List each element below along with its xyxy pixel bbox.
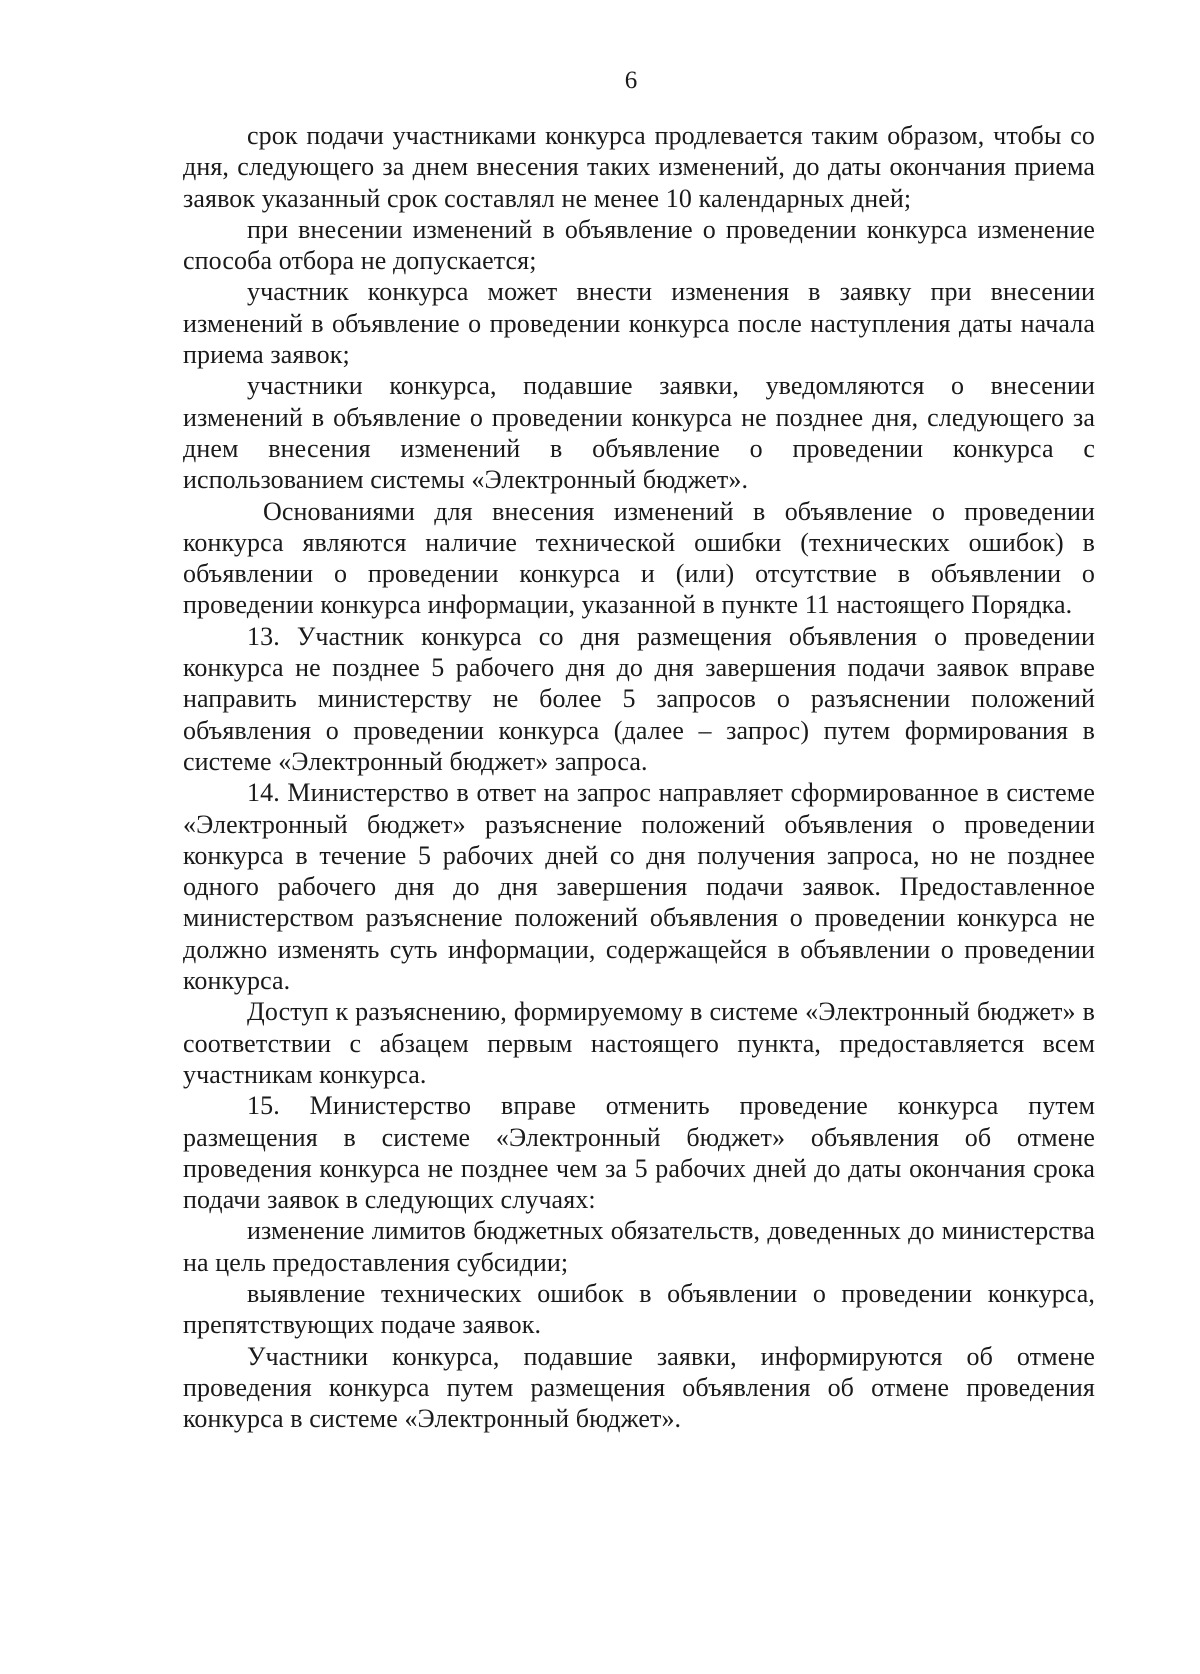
paragraph-deadline-extension: срок подачи участниками конкурса продлевается таким образом, чтобы со дня, следующего за днем внесения таких изменений, до даты окончания приема заявок указанный срок составлял не менее 10 календарных дней; bbox=[183, 121, 1095, 213]
paragraph-item-13: 13. Участник конкурса со дня размещения объявления о проведении конкурса не позднее 5 рабочего дня до дня завершения подачи заявок вправе направить министерству не более 5 запросов о разъяснении положений объявления о проведении конкурса (далее – запрос) путем формирования в системе «Электронный бюджет» запроса. bbox=[183, 621, 1095, 776]
paragraph-technical-errors: выявление технических ошибок в объявлении о проведении конкурса, препятствующих подаче заявок. bbox=[183, 1278, 1095, 1340]
paragraph-participant-notification: участники конкурса, подавшие заявки, уведомляются о внесении изменений в объявление о проведении конкурса не позднее дня, следующего за днем внесения изменений в объявление о проведении конкурса с использованием системы «Электронный бюджет». bbox=[183, 371, 1095, 495]
paragraph-item-14: 14. Министерство в ответ на запрос направляет сформированное в системе «Электронный бюджет» разъяснение положений объявления о проведении конкурса в течение 5 рабочих дней со дня получения запроса, но не позднее одного рабочего дня до дня завершения подачи заявок. Предоставленное министерством разъяснение положений объявления о проведении конкурса не должно изменять суть информации, содержащейся в объявлении о проведении конкурса. bbox=[183, 778, 1095, 996]
paragraph-item-15: 15. Министерство вправе отменить проведение конкурса путем размещения в системе «Электронный бюджет» объявления об отмене проведения конкурса не позднее чем за 5 рабочих дней до даты окончания срока подачи заявок в следующих случаях: bbox=[183, 1091, 1095, 1215]
document-body bbox=[183, 120, 1095, 1434]
paragraph-limits-change: изменение лимитов бюджетных обязательств, доведенных до министерства на цель предоставления субсидии; bbox=[183, 1216, 1095, 1277]
paragraph-application-changes: участник конкурса может внести изменения в заявку при внесении изменений в объявление о проведении конкурса после наступления даты начала приема заявок; bbox=[183, 277, 1095, 370]
paragraph-cancellation-notice: Участники конкурса, подавшие заявки, информируются об отмене проведения конкурса путем размещения объявления об отмене проведения конкурса в системе «Электронный бюджет». bbox=[183, 1341, 1095, 1434]
paragraph-clarification-access: Доступ к разъяснению, формируемому в системе «Электронный бюджет» в соответствии с абзацем первым настоящего пункта, предоставляется всем участникам конкурса. bbox=[183, 997, 1095, 1089]
page-number: 6 bbox=[624, 67, 638, 94]
paragraph-grounds-for-changes: Основаниями для внесения изменений в объявление о проведении конкурса являются наличие технической ошибки (технических ошибок) в объявлении о проведении конкурса и (или) отсутствие в объявлении о проведении конкурса информации, указанной в пункте 11 настоящего Порядка. bbox=[183, 496, 1095, 620]
paragraph-selection-method: при внесении изменений в объявление о проведении конкурса изменение способа отбора не допускается; bbox=[183, 214, 1095, 276]
